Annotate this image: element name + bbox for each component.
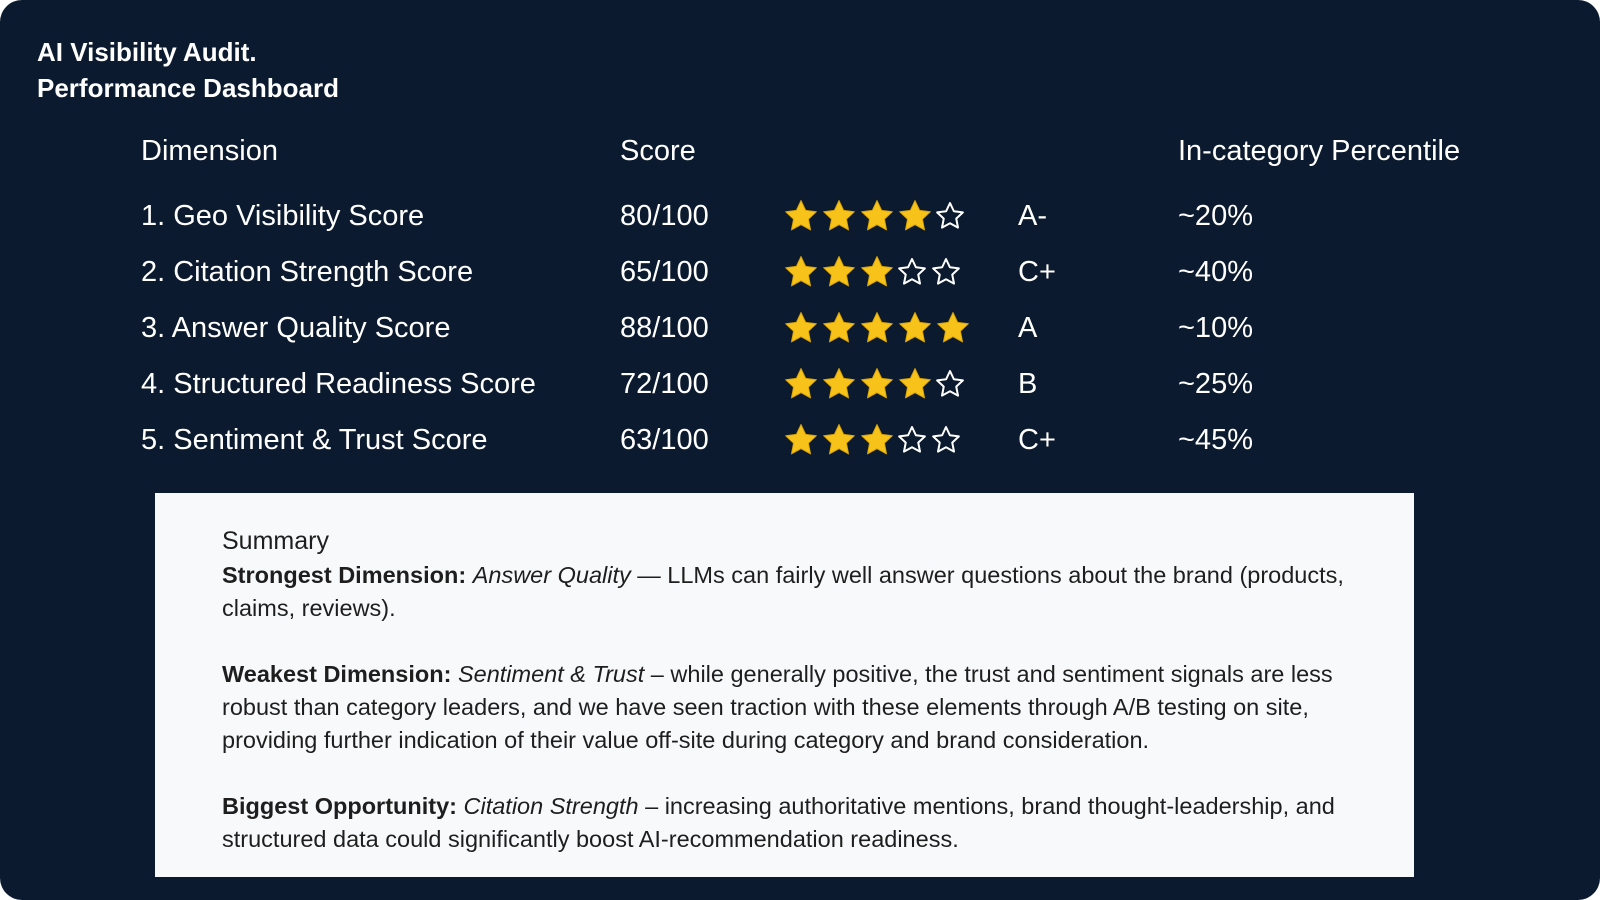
star-filled-icon: [783, 198, 819, 234]
star-filled-icon: [783, 422, 819, 458]
weakest-text: – while generally positive, the trust and sentiment signals are less robust than category leaders, and we have seen traction with these elements through A/B testing on site, providing further indication of their value off-site during category and brand consideration.: [222, 661, 1333, 753]
percentile-value: ~40%: [1178, 256, 1253, 288]
column-header-percentile: In-category Percentile: [1178, 135, 1461, 167]
percentile-value: ~10%: [1178, 312, 1253, 344]
star-filled-icon: [859, 422, 895, 458]
summary-panel: [155, 493, 1414, 877]
star-rating: [783, 254, 965, 290]
grade-value: B: [1018, 368, 1038, 400]
score-value: 80/100: [620, 200, 709, 232]
percentile-value: ~20%: [1178, 200, 1253, 232]
star-rating: [783, 422, 965, 458]
dimension-name: 5. Sentiment & Trust Score: [141, 424, 488, 456]
star-filled-icon: [859, 198, 895, 234]
score-value: 88/100: [620, 312, 709, 344]
page-title: [37, 34, 339, 106]
title-line-2: Performance Dashboard: [37, 73, 339, 103]
star-outline-icon: [931, 257, 961, 287]
grade-value: A-: [1018, 200, 1047, 232]
opportunity-label: Biggest Opportunity:: [222, 793, 457, 819]
strongest-dimension: Answer Quality: [472, 562, 631, 588]
dimension-name: 3. Answer Quality Score: [141, 312, 451, 344]
star-filled-icon: [897, 310, 933, 346]
star-outline-icon: [935, 201, 965, 231]
star-filled-icon: [897, 198, 933, 234]
strongest-label: Strongest Dimension:: [222, 562, 467, 588]
opportunity-dimension: Citation Strength: [463, 793, 639, 819]
table-row: [0, 364, 1600, 404]
weakest-label: Weakest Dimension:: [222, 661, 452, 687]
star-filled-icon: [821, 422, 857, 458]
table-row: [0, 420, 1600, 460]
star-outline-icon: [897, 425, 927, 455]
strongest-dimension-paragraph: [222, 559, 1362, 625]
summary-text: [222, 523, 1362, 856]
title-line-1: AI Visibility Audit.: [37, 37, 257, 67]
dimension-name: 2. Citation Strength Score: [141, 256, 474, 288]
percentile-value: ~25%: [1178, 368, 1253, 400]
star-filled-icon: [821, 254, 857, 290]
star-filled-icon: [783, 366, 819, 402]
weakest-dimension: Sentiment & Trust: [457, 661, 645, 687]
grade-value: C+: [1018, 424, 1056, 456]
star-outline-icon: [935, 369, 965, 399]
star-rating: [783, 310, 973, 346]
star-filled-icon: [783, 254, 819, 290]
dimension-name: 1. Geo Visibility Score: [141, 200, 425, 232]
star-filled-icon: [859, 254, 895, 290]
summary-heading: Summary: [222, 527, 329, 555]
score-value: 63/100: [620, 424, 709, 456]
star-filled-icon: [935, 310, 971, 346]
score-value: 65/100: [620, 256, 709, 288]
star-filled-icon: [821, 366, 857, 402]
table-row: [0, 308, 1600, 348]
biggest-opportunity-paragraph: [222, 790, 1362, 856]
opportunity-text: – increasing authoritative mentions, brand thought-leadership, and structured data could significantly boost AI-recommendation readiness.: [222, 793, 1335, 852]
star-rating: [783, 366, 969, 402]
star-outline-icon: [931, 425, 961, 455]
table-row: [0, 252, 1600, 292]
star-filled-icon: [897, 366, 933, 402]
star-rating: [783, 198, 969, 234]
column-header-dimension: Dimension: [141, 135, 278, 167]
star-filled-icon: [859, 310, 895, 346]
weakest-dimension-paragraph: [222, 658, 1362, 757]
star-filled-icon: [821, 310, 857, 346]
dimension-name: 4. Structured Readiness Score: [141, 368, 536, 400]
star-filled-icon: [821, 198, 857, 234]
strongest-text: — LLMs can fairly well answer questions about the brand (products, claims, reviews).: [222, 562, 1344, 621]
star-filled-icon: [783, 310, 819, 346]
table-row: [0, 196, 1600, 236]
grade-value: A: [1018, 312, 1038, 344]
score-value: 72/100: [620, 368, 709, 400]
percentile-value: ~45%: [1178, 424, 1253, 456]
star-filled-icon: [859, 366, 895, 402]
grade-value: C+: [1018, 256, 1056, 288]
star-outline-icon: [897, 257, 927, 287]
column-header-score: Score: [620, 135, 696, 167]
